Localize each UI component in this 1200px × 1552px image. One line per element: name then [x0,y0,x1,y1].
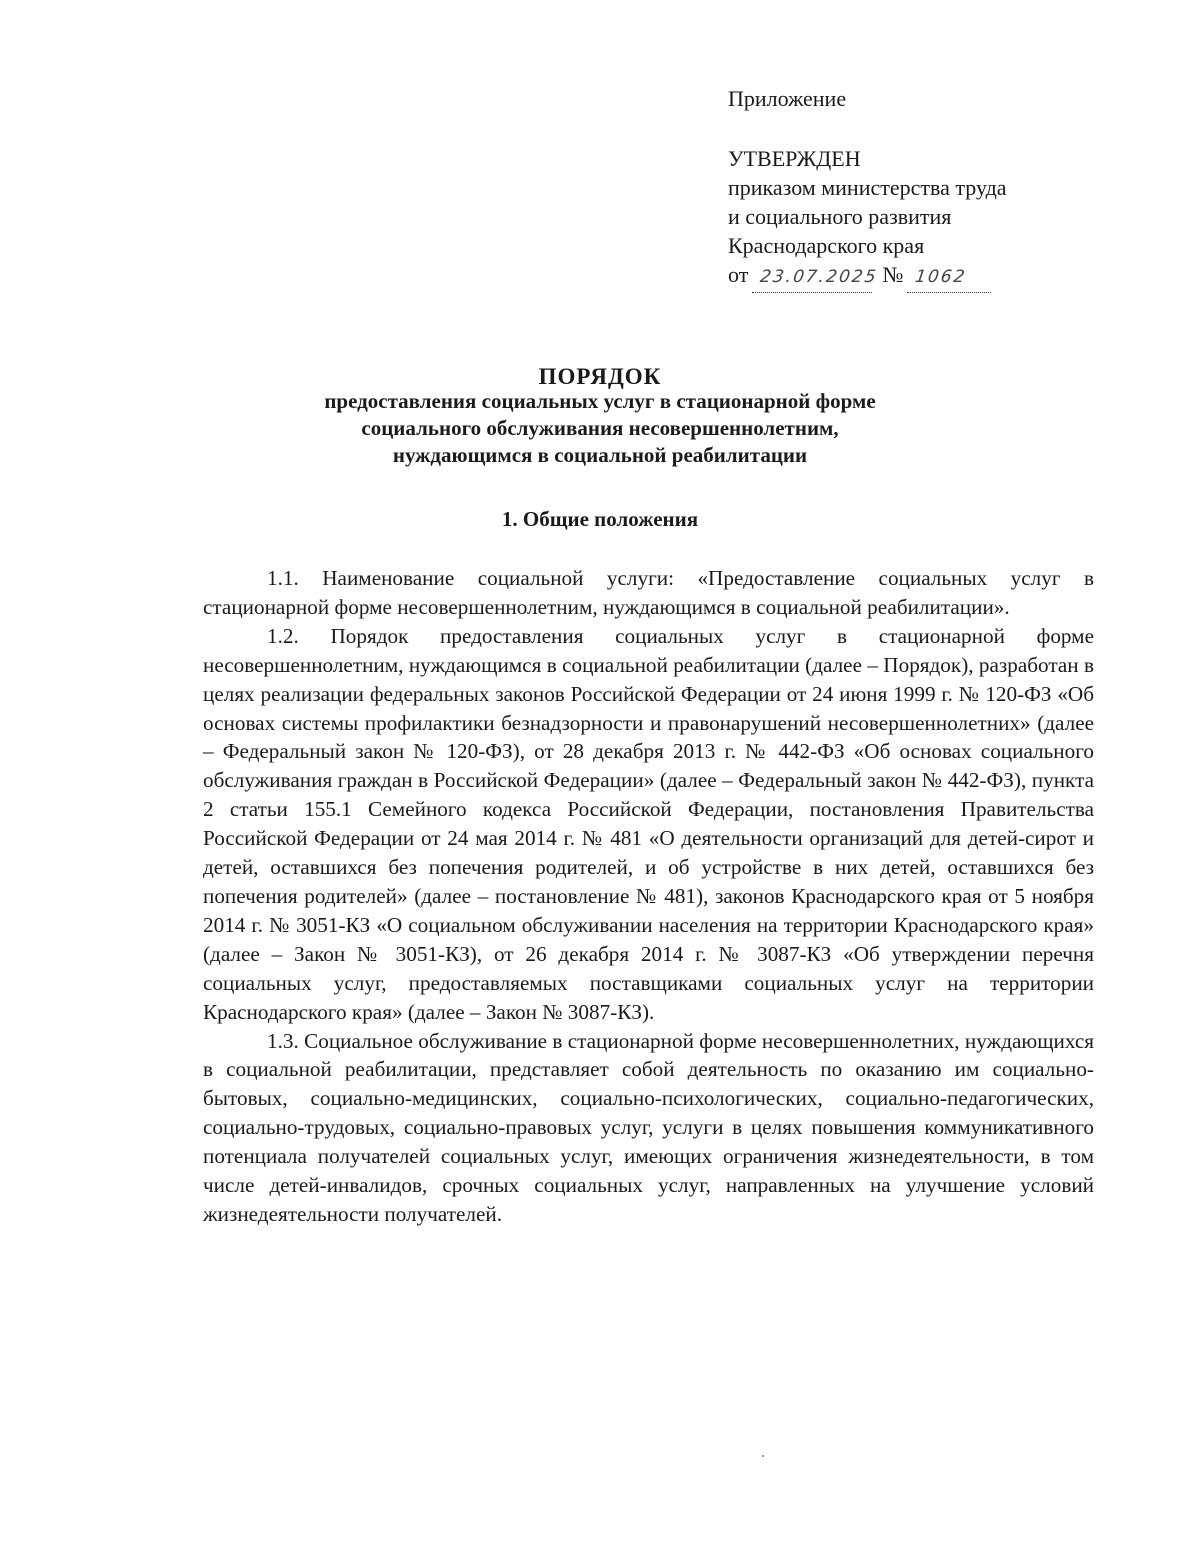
paragraph-1-1: 1.1. Наименование социальной услуги: «Предоставление социальных услуг в стационарной форме несовершеннолетним, нуждающимся в социальной реабилитации». [203,566,1094,619]
paragraph-1-3: 1.3. Социальное обслуживание в стационарной форме несовершеннолетних, нуждающихся в социальной реабилитации, представляет собой деятельность по оказанию им социально-бытовых, социально-медицинских, социально-психологических, социально-педагогических, социально-трудовых, социально-правовых услуг, услуги в целях повышения коммуникативного потенциала получателей социальных услуг, имеющих ограничения жизнедеятельности, в том числе детей-инвалидов, срочных социальных услуг, направленных на улучшение условий жизнедеятельности получателей. [203,1028,1094,1226]
approved-label: УТВЕРЖДЕН [728,146,861,171]
subtitle-line-3: нуждающимся в социальной реабилитации [392,443,808,467]
subtitle-line-2: социального обслуживания несовершеннолетним, [361,416,839,440]
handwritten-number: 1062 [907,263,995,293]
document-subtitle [150,388,1050,469]
appendix-label: Приложение [728,86,847,111]
approval-line-3: Краснодарского края [728,233,925,258]
subtitle-line-1: предоставления социальных услуг в стационарной форме [324,389,876,413]
handwritten-date: 23.07.2025 [752,263,876,293]
document-title: ПОРЯДОК [538,364,662,389]
approval-line-1: приказом министерства труда [728,175,1007,200]
section-heading: 1. Общие положения [501,507,699,531]
scan-speck [762,1455,764,1457]
date-prefix: от [728,262,749,287]
section-body [203,564,1094,1229]
approval-line-2: и социального развития [728,204,952,229]
approval-block [728,84,1148,293]
order-date-number-line [728,260,1148,293]
paragraph-1-2: 1.2. Порядок предоставления социальных услуг в стационарной форме несовершеннолетним, нуждающимся в социальной реабилитации (далее – Порядок), разработан в целях реализации федеральных законов Российской Федерации от 24 июня 1999 г. № 120-ФЗ «Об основах системы профилактики безнадзорности и правонарушений несовершеннолетних» (далее – Федеральный закон № 120-ФЗ), от 28 декабря 2013 г. № 442-ФЗ «Об основах социального обслуживания граждан в Российской Федерации» (далее – Федеральный закон № 442-ФЗ), пункта 2 статьи 155.1 Семейного кодекса Российской Федерации, постановления Правительства Российской Федерации от 24 мая 2014 г. № 481 «О деятельности организаций для детей-сирот и детей, оставшихся без попечения родителей, и об устройстве в них детей, оставшихся без попечения родителей» (далее – постановление № 481), законов Краснодарского края от 5 ноября 2014 г. № 3051-КЗ «О социальном обслуживании населения на территории Краснодарского края» (далее – Закон № 3051-КЗ), от 26 декабря 2014 г. № 3087-КЗ «Об утверждении перечня социальных услуг, предоставляемых поставщиками социальных услуг на территории Краснодарского края» (далее – Закон № 3087-КЗ). [203,623,1094,1024]
number-prefix: № [882,262,904,287]
